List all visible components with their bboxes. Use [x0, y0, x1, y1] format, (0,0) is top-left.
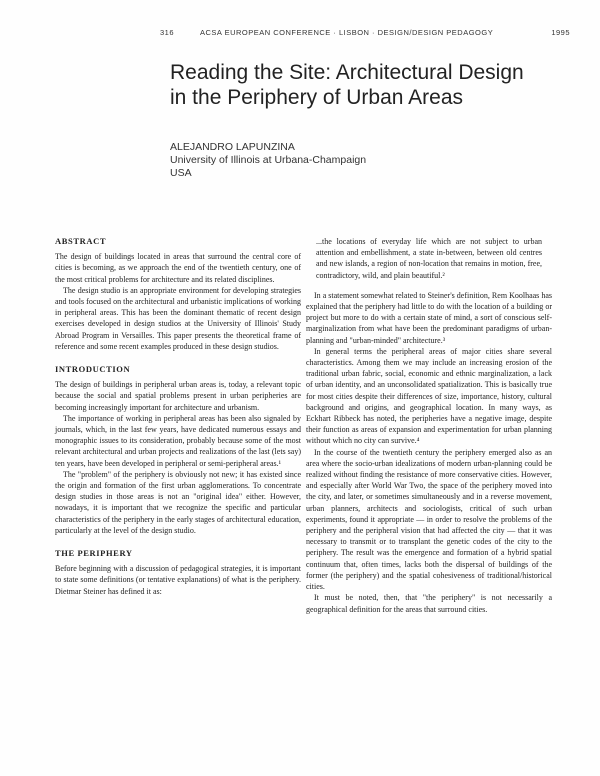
title-line-2: in the Periphery of Urban Areas: [170, 86, 463, 109]
conference-name: ACSA EUROPEAN CONFERENCE · LISBON · DESIGN/DESIGN PEDAGOGY: [200, 28, 494, 37]
right-paragraph-3: In the course of the twentieth century the periphery emerged also as an area where the socio-urban idealizations of modern urban-planning could be realized without finding the resistance of more conservative cities. However, and especially after World War Two, the space of the periphery moved into the city, and later, or sometimes simultaneously and in a reverse movement, urban planners, architects and sociologists, critical of such urban experiments, found it appropriate — in order to resolve the problems of the periphery and the peripheral vision that had affected the city — that it was necessary to transmit or to transplant the genetic codes of the city to the periphery. The result was the emergence and formation of a hybrid spatial continuum that, often times, lacks both the dispersal of buildings of the former (the periphery) and the spatial cohesiveness of traditional/historical cities.: [306, 447, 552, 592]
right-paragraph-1: In a statement somewhat related to Steiner's definition, Rem Koolhaas has explained that the periphery had little to do with the location of a building or project but more to do with a certain state of mind, a sort of conscious self-marginalization from what have been the predominant paradigms of urban-planning and "urban-minded" architecture.³: [306, 290, 552, 345]
author-name: ALEJANDRO LAPUNZINA: [170, 141, 295, 153]
introduction-paragraph-2: The importance of working in peripheral areas has been also signaled by journals, which, in the last few years, have dedicated numerous essays and monographic issues to its consideration, probably because some of the most relevant architectural and urban projects and realizations of the last (lets say) ten years, have been developed in peripheral or semi-peripheral areas.¹: [55, 413, 301, 468]
periphery-heading: THE PERIPHERY: [55, 548, 133, 559]
abstract-paragraph-1: The design of buildings located in areas that surround the central core of cities is becoming, as we approach the end of the twentieth century, one of the most critical problems for architecture and its related disciplines.: [55, 252, 301, 284]
steiner-quote: ...the locations of everyday life which are not subject to urban attention and embellishment, a state in-between, between old centres and new islands, a region of non-location that remains in motion, free, contradictory, wild, and plain beautiful.²: [316, 237, 542, 280]
introduction-paragraph-1: The design of buildings in peripheral urban areas is, today, a relevant topic because the social and spatial problems present in urban peripheries are becoming increasingly important for architecture and urbanism.: [55, 380, 301, 412]
author-country: USA: [170, 167, 192, 179]
title-line-1: Reading the Site: Architectural Design: [170, 61, 524, 84]
author-affiliation: University of Illinois at Urbana-Champaign: [170, 154, 367, 166]
introduction-heading: INTRODUCTION: [55, 364, 131, 375]
right-paragraph-2: In general terms the peripheral areas of major cities share several characteristics. Among them we may include an increasing erosion of the traditional urban fabric, social, economic and ethnic marginalization, a lack of urban identity, and an unconsolidated spatialization. This is basically true for most cities despite their differences of size, importance, history, cultural background and origins, and geographical location. In many ways, as Eckhart Ribbeck has noted, the peripheries have a negative image, despite their function as areas of expansion and experimentation for urban planning without which no city can survive.⁴: [306, 346, 552, 446]
paper-title: [170, 60, 570, 110]
abstract-heading: ABSTRACT: [55, 236, 107, 246]
introduction-paragraph-3: The "problem" of the periphery is obviously not new; it has existed since the origin and formation of the first urban agglomerations. To concentrate design studies in those areas is not an "original idea" either. However, nowadays, it is important that we recognize the specific and particular characteristics of the periphery in the early stages of architectural education, particularly at the level of the design studio.: [55, 469, 301, 535]
abstract-paragraph-2: The design studio is an appropriate environment for developing strategies and tools focused on the architectural and urbanistic implications of working in peripheral areas. This has been the dominant thematic of recent design exercises developed in design studios at the University of Illinois' Study Abroad Program in Versailles. This paper presents the theoretical frame of reference and some recent examples produced in these design studios.: [55, 285, 301, 351]
page-number: 316: [160, 28, 175, 37]
author-block: [170, 141, 366, 180]
left-column: [55, 236, 301, 597]
periphery-paragraph-1: Before beginning with a discussion of pedagogical strategies, it is important to state some definitions (or tentative explanations) of what is the periphery. Dietmar Steiner has defined it as:: [55, 564, 301, 596]
right-column: [306, 236, 552, 615]
conference-year: 1995: [551, 28, 570, 37]
right-paragraph-4: It must be noted, then, that "the periphery" is not necessarily a geographical definition for the areas that surround cities.: [306, 593, 552, 614]
